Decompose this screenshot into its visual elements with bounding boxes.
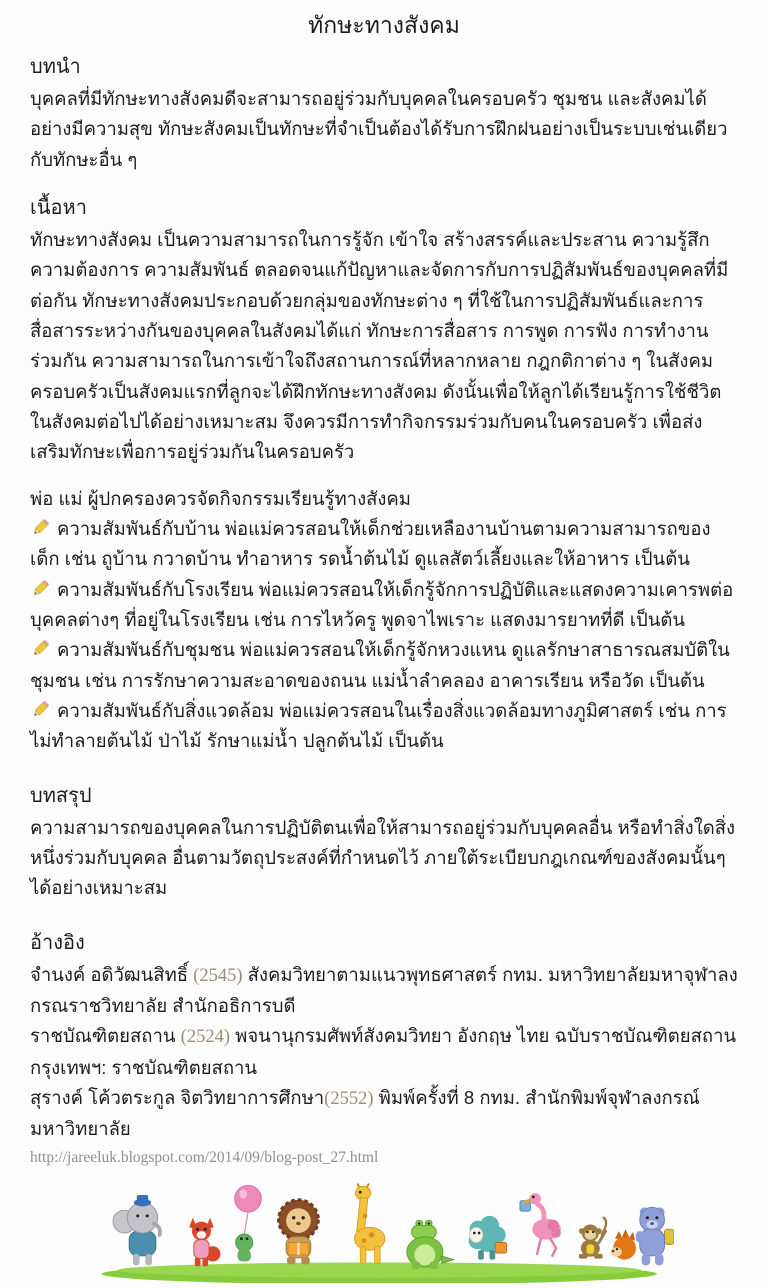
animal-parade-image xyxy=(94,1183,674,1283)
summary-paragraph: ความสามารถของบุคคลในการปฏิบัติตนเพื่อให้สามารถอยู่ร่วมกับบุคคลอื่น หรือทำสิ่งใดสิ่งหนึ่งร่วมกับบุคคล อื่นตามวัตถุประสงค์ที่กำหนดไว้ ภายใต้ระเบียบกฎเกณฑ์ของสังคมนั้นๆ ได้อย่างเหมาะสม xyxy=(30,816,736,899)
elephant-figure xyxy=(113,1194,160,1264)
section-references xyxy=(30,926,738,1167)
content-paragraph: ทักษะทางสังคม เป็นความสามารถในการรู้จัก เข้าใจ สร้างสรรค์และประสาน ความรู้สึก ความต้องการ ความสัมพันธ์ ตลอดจนแก้ปัญหาและจัดการกับการปฏิสัมพันธ์ของบุคคลที่มีต่อกัน ทักษะทางสังคมประกอบด้วยกลุ่มของทักษะต่าง ๆ ที่ใช้ในการปฏิสัมพันธ์และการสื่อสารระหว่างกันของบุคคลในสังคมได้แก่ ทักษะการสื่อสาร การพูด การฟัง การทำงานร่วมกัน ความสามารถในการเข้าใจถึงสถานการณ์ที่หลากหลาย กฎกติกาต่าง ๆ ในสังคม ครอบครัวเป็นสังคมแรกที่ลูกจะได้ฝึกทักษะทางสังคม ดังนั้นเพื่อให้ลูกได้เรียนรู้การใช้ชีวิตในสังคมต่อไปได้อย่างเหมาะสม จึงควรมีการทำกิจกรรมร่วมกับคนในครอบครัว เพื่อส่งเสริมทักษะเพื่อการอยู่ร่วมกันในครอบครัว xyxy=(30,228,729,463)
flamingo-figure xyxy=(520,1193,561,1256)
content-heading: เนื้อหา xyxy=(30,196,87,219)
giraffe-figure xyxy=(355,1183,385,1263)
activities-lead: พ่อ แม่ ผู้ปกครองควรจัดกิจกรรมเรียนรู้ทางสังคม xyxy=(30,487,412,509)
intro-heading: บทนำ xyxy=(30,56,81,78)
reference-detail: สังคมวิทยาตามแนวพุทธศาสตร์ กทม. มหาวิทยาลัยมหาจุฬาลงกรณราชวิทยาลัย สำนักอธิการบดี xyxy=(30,963,738,1016)
page-title: ทักษะทางสังคม xyxy=(308,12,460,38)
summary-heading: บทสรุป xyxy=(30,784,92,807)
reference-author: สุรางค์ โค้วตระกูล จิตวิทยาการศึกษา xyxy=(30,1086,325,1108)
bullet-text: ความสัมพันธ์กับบ้าน พ่อแม่ควรสอนให้เด็กช่วยเหลืองานบ้านตามความสามารถของเด็ก เช่น ถูบ้าน กวาดบ้าน ทำอาหาร รดน้ำต้นไม้ ดูแลสัตว์เลี้ยงและให้อาหาร เป็นต้น xyxy=(30,517,711,570)
pencil-icon xyxy=(30,638,51,659)
reference-year: (2552) xyxy=(324,1088,374,1109)
reference-author: จำนงค์ อดิวัฒนสิทธิ์ xyxy=(30,963,194,985)
bullet-text: ความสัมพันธ์กับชุมชน พ่อแม่ควรสอนให้เด็กรู้จักหวงแหน ดูแลรักษาสาธารณสมบัติในชุมชน เช่น การรักษาความสะอาดของถนน แม่น้ำลำคลอง อาคารเรียน หรือวัด เป็นต้น xyxy=(30,639,730,691)
bullet-item-environment xyxy=(30,696,738,757)
reference-entry xyxy=(30,1021,738,1083)
bear-figure xyxy=(636,1207,674,1265)
section-summary xyxy=(30,779,738,904)
monkey-figure xyxy=(579,1217,606,1258)
reference-year: (2524) xyxy=(180,1027,230,1048)
section-intro xyxy=(30,50,738,175)
reference-year: (2545) xyxy=(193,965,243,986)
bullet-text: ความสัมพันธ์กับสิ่งแวดล้อม พ่อแม่ควรสอนในเรื่องสิ่งแวดล้อมทางภูมิศาสตร์ เช่น การไม่ทำลายต้นไม้ ป่าไม้ รักษาแม่น้ำ ปลูกต้นไม้ เป็นต้น xyxy=(30,699,727,752)
reference-detail: พจนานุกรมศัพท์สังคมวิทยา อังกฤษ ไทย ฉบับราชบัณฑิตยสถาน กรุงเทพฯ: ราชบัณฑิตยสถาน xyxy=(30,1025,737,1078)
pencil-icon xyxy=(30,578,51,599)
fox-figure xyxy=(189,1217,220,1265)
frog-with-balloon-figure xyxy=(235,1185,262,1261)
source-url-link[interactable]: http://jareeluk.blogspot.com/2014/09/blog-post_27.html xyxy=(30,1148,379,1166)
hedgehog-figure xyxy=(610,1229,636,1259)
reference-entry xyxy=(30,960,738,1022)
reference-author: ราชบัณฑิตยสถาน xyxy=(30,1025,181,1047)
reference-detail: พิมพ์ครั้งที่ 8 กทม. สำนักพิมพ์จุฬาลงกรณ์มหาวิทยาลัย xyxy=(30,1086,700,1140)
pencil-icon xyxy=(30,699,51,720)
section-activities xyxy=(30,484,738,757)
reference-entry xyxy=(30,1083,738,1145)
bullet-text: ความสัมพันธ์กับโรงเรียน พ่อแม่ควรสอนให้เด็กรู้จักการปฏิบัติและแสดงความเคารพต่อบุคคลต่างๆ ที่อยู่ในโรงเรียน เช่น การไหว้ครู พูดจาไพเราะ แสดงมารยาทที่ดี เป็นต้น xyxy=(30,578,734,630)
bullet-item-school xyxy=(30,575,738,636)
animals-illustration xyxy=(30,1183,738,1288)
bullet-item-home xyxy=(30,514,738,575)
sheep-figure xyxy=(469,1215,507,1259)
section-content xyxy=(30,191,738,468)
intro-paragraph: บุคคลที่มีทักษะทางสังคมดีจะสามารถอยู่ร่วมกับบุคคลในครอบครัว ชุมชน และสังคมได้อย่างมีความสุข ทักษะสังคมเป็นทักษะที่จำเป็นต้องได้รับการฝึกฝนอย่างเป็นระบบเช่นเดียวกับทักษะอื่น ๆ xyxy=(30,88,728,170)
grass xyxy=(102,1262,657,1283)
lion-reading-book-figure xyxy=(278,1199,318,1264)
crocodile-figure xyxy=(407,1220,454,1269)
pencil-icon xyxy=(30,517,51,538)
references-heading: อ้างอิง xyxy=(30,931,85,954)
bullet-item-community xyxy=(30,635,738,696)
